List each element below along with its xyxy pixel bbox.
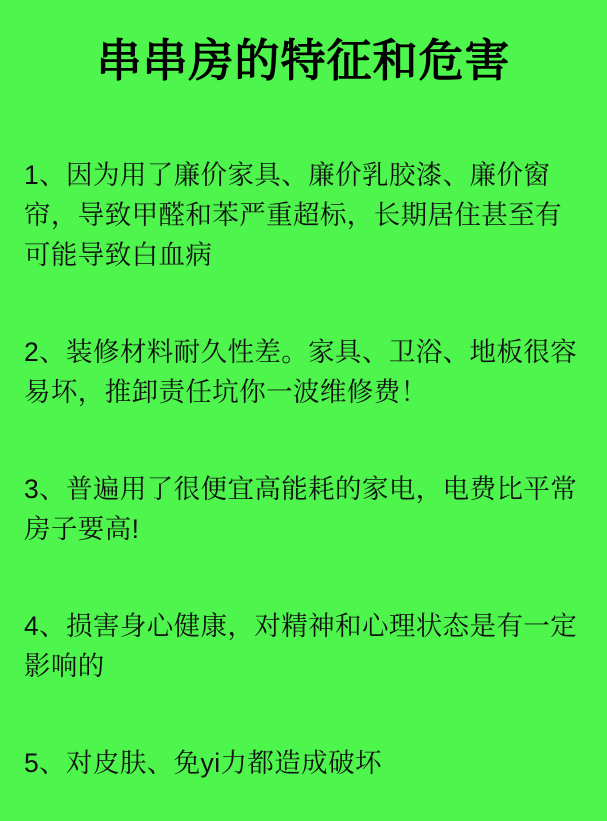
list-item: 3、普遍用了很便宜高能耗的家电，电费比平常房子要高!: [24, 473, 578, 545]
list-item: 5、对皮肤、免yi力都造成破坏: [24, 747, 382, 778]
list-item: 4、损害身心健康，对精神和心理状态是有一定影响的: [24, 610, 578, 682]
list-item: 2、装修材料耐久性差。家具、卫浴、地板很容易坏，推卸责任坑你一波维修费！: [24, 336, 578, 408]
points-list: [24, 128, 583, 783]
page-title: 串串房的特征和危害: [96, 35, 511, 86]
list-item: 1、因为用了廉价家具、廉价乳胶漆、廉价窗帘，导致甲醛和苯严重超标，长期居住甚至有可能导致白血病: [24, 159, 562, 271]
